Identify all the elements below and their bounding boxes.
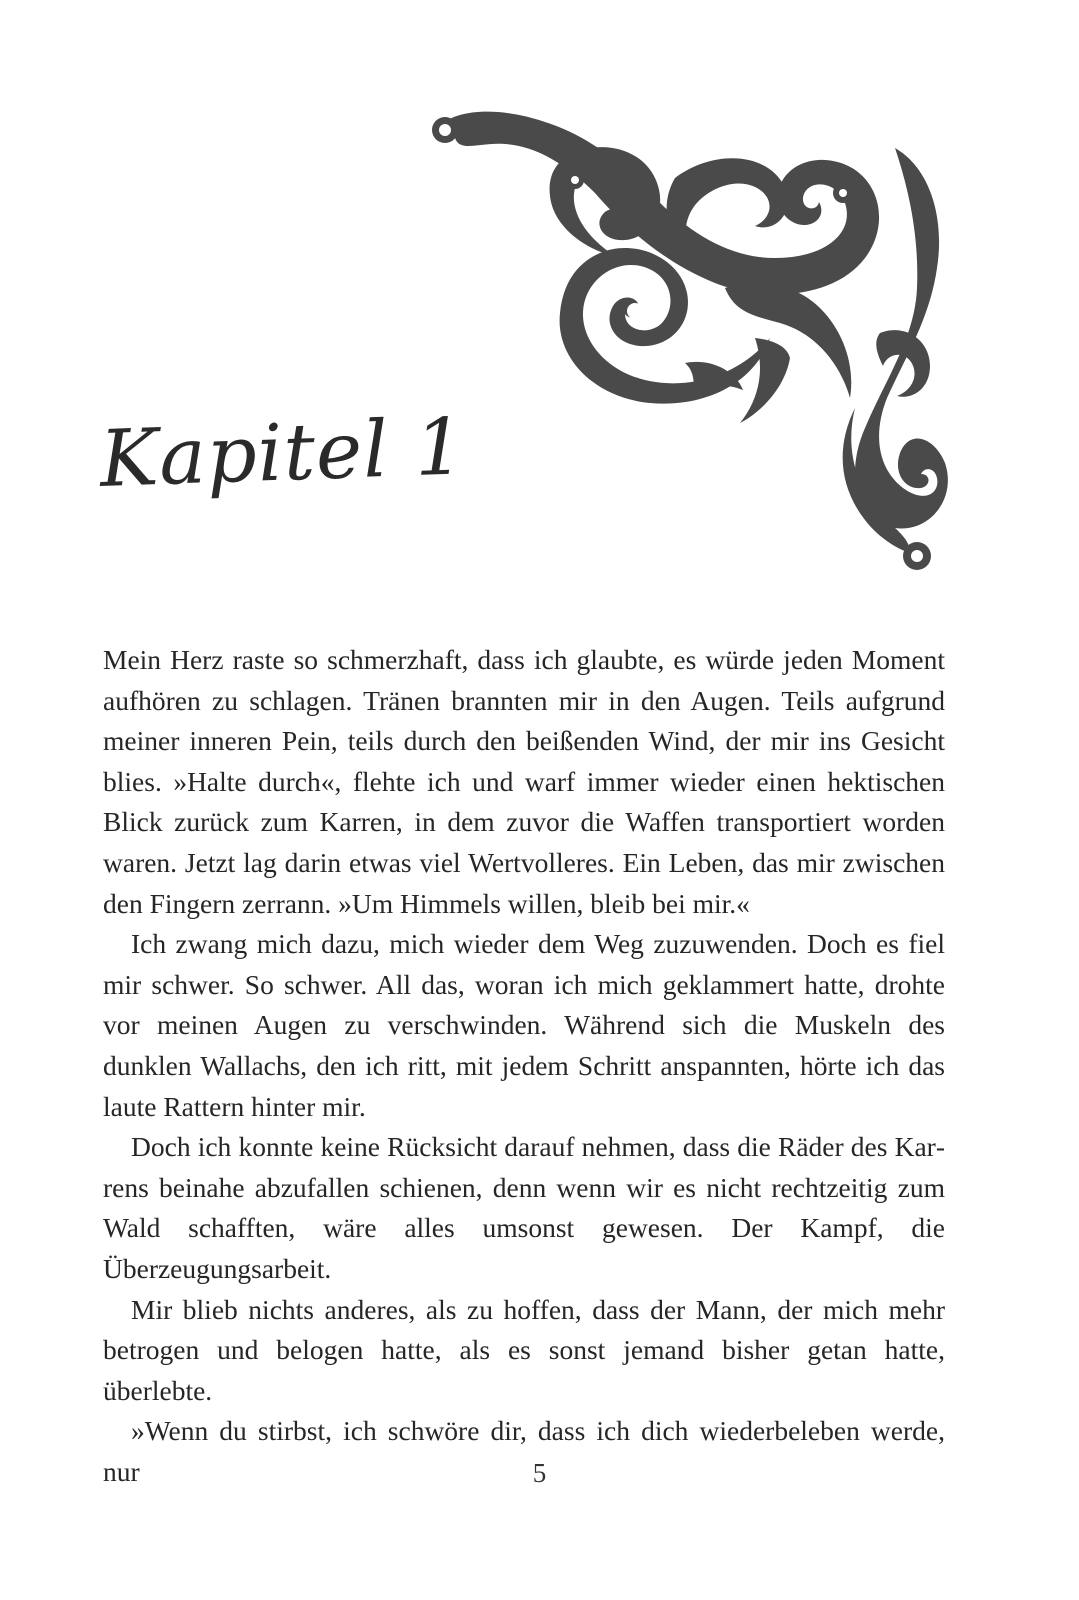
paragraph: Ich zwang mich dazu, mich wieder dem Weg zuzuwenden. Doch es fiel mir schwer. So schwer. All das, woran ich mich geklammert hatte, drohte vor meinen Augen zu verschwinden. Während sich die Muskeln des dunklen Wallachs, den ich ritt, mit jedem Schritt anspannten, hörte ich das laute Rattern hinter mir.	[103, 928, 945, 1122]
paragraph: Doch ich konnte keine Rücksicht darauf nehmen, dass die Räder des Karrens beinahe abzufallen schienen, denn wenn wir es nicht rechtzeitig zum Wald schafften, wäre alles umsonst gewesen. Der Kampf, die Überzeugungsarbeit.	[103, 1131, 945, 1284]
chapter-body	[103, 640, 945, 1492]
page-number: 5	[532, 1458, 547, 1488]
flourish-corner-ornament-icon	[425, 108, 965, 578]
chapter-title: Kapitel 1	[98, 402, 467, 505]
paragraph: Mir blieb nichts anderes, als zu hoffen, dass der Mann, der mich mehr betrogen und belogen hatte, als es sonst jemand bisher getan hatte, überlebte.	[103, 1293, 945, 1406]
paragraph: »Wenn du stirbst, ich schwöre dir, dass ich dich wiederbeleben werde, nur	[103, 1415, 945, 1487]
paragraph: Mein Herz raste so schmerzhaft, dass ich glaubte, es würde jeden Moment aufhören zu schlagen. Tränen brannten mir in den Augen. Teils aufgrund meiner inneren Pein, teils durch den beißenden Wind, der mir ins Gesicht blies. »Halte durch«, flehte ich und warf immer wieder einen hektischen Blick zurück zum Karren, in dem zuvor die Waffen transportiert worden waren. Jetzt lag darin etwas viel Wertvolleres. Ein Leben, das mir zwischen den Fingern zerrann. »Um Himmels willen, bleib bei mir.«	[103, 644, 945, 919]
